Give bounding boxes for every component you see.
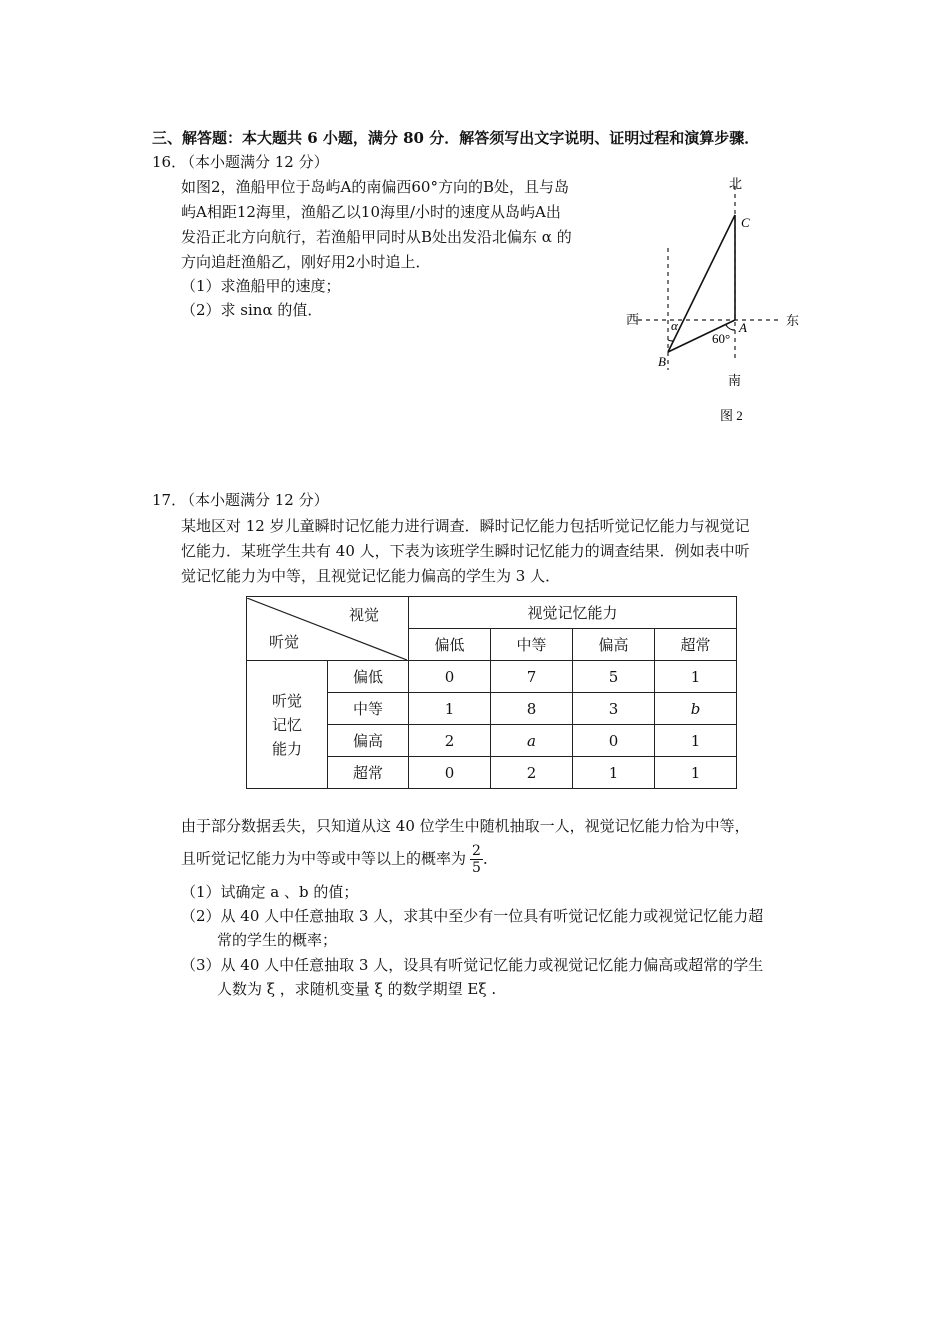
fraction-denominator: 5 xyxy=(472,860,481,876)
table-cell: b xyxy=(655,693,737,725)
visual-group-header: 视觉记忆能力 xyxy=(409,597,737,629)
section-header: 三、解答题：本大题共 6 小题，满分 80 分．解答须写出文字说明、证明过程和演算步骤． xyxy=(152,129,760,147)
q17-part-2b: 常的学生的概率； xyxy=(217,931,338,949)
fraction-period: ． xyxy=(482,849,498,868)
q17-intro-1: 某地区对 12 岁儿童瞬时记忆能力进行调查．瞬时记忆能力包括听觉记忆能力与视觉记 xyxy=(181,517,750,535)
q17-after-2: 且听觉记忆能力为中等或中等以上的概率为 xyxy=(181,849,467,868)
diag-auditory-label: 听觉 xyxy=(269,632,300,651)
table-cell: 0 xyxy=(409,757,491,789)
label-b: B xyxy=(658,354,666,369)
table-cell: 1 xyxy=(573,757,655,789)
auditory-group-line: 记忆 xyxy=(271,715,302,734)
q16-line-3: 发沿正北方向航行，若渔船甲同时从B处出发沿北偏东 α 的 xyxy=(181,228,572,246)
table-cell: 1 xyxy=(655,661,737,693)
q17-intro-3: 觉记忆能力为中等，且视觉记忆能力偏高的学生为 3 人． xyxy=(181,567,561,585)
table-cell: 0 xyxy=(409,661,491,693)
table-cell: 2 xyxy=(409,725,491,757)
q17-after-2-wrap xyxy=(181,843,498,876)
table-cell: 8 xyxy=(491,693,573,725)
q16-part-1: （1）求渔船甲的速度； xyxy=(181,277,341,295)
label-60: 60° xyxy=(712,331,731,346)
table-cell: 0 xyxy=(573,725,655,757)
auditory-group-header xyxy=(247,661,328,789)
col-header: 偏高 xyxy=(573,629,655,661)
table-cell: 3 xyxy=(573,693,655,725)
diag-visual-label: 视觉 xyxy=(348,605,379,624)
table-cell: a xyxy=(491,725,573,757)
col-header: 中等 xyxy=(491,629,573,661)
table-header-row xyxy=(247,597,737,629)
auditory-group-line: 听觉 xyxy=(271,691,302,710)
row-label: 偏低 xyxy=(328,661,409,693)
table-cell: 1 xyxy=(655,757,737,789)
table-cell: 7 xyxy=(491,661,573,693)
label-c: C xyxy=(741,215,750,230)
figure-2-diagram xyxy=(610,170,810,430)
alpha-arc xyxy=(668,340,673,341)
memory-survey-table xyxy=(246,596,737,789)
probability-fraction xyxy=(470,843,483,876)
label-west: 西 xyxy=(626,312,640,327)
q17-score-note: （本小题满分 12 分） xyxy=(180,491,329,509)
figure-caption: 图 2 xyxy=(720,408,743,423)
label-east: 东 xyxy=(786,313,800,328)
q16-part-2: （2）求 sinα 的值． xyxy=(181,301,323,319)
q16-line-4: 方向追赶渔船乙，刚好用2小时追上． xyxy=(181,253,431,271)
row-label: 中等 xyxy=(328,693,409,725)
label-alpha: α xyxy=(671,318,678,333)
table-cell: 1 xyxy=(655,725,737,757)
fraction-numerator: 2 xyxy=(472,843,481,859)
q17-part-3a: （3）从 40 人中任意抽取 3 人，设具有听觉记忆能力或视觉记忆能力偏高或超常的学生 xyxy=(181,956,764,974)
q17-intro-2: 忆能力．某班学生共有 40 人，下表为该班学生瞬时记忆能力的调查结果．例如表中听 xyxy=(181,542,750,560)
label-north: 北 xyxy=(729,176,743,191)
table-row xyxy=(247,661,737,693)
q17-number: 17． xyxy=(152,491,187,509)
q17-part-1: （1）试确定 a 、b 的值； xyxy=(181,883,359,901)
row-label: 偏高 xyxy=(328,725,409,757)
diagonal-header-cell xyxy=(247,597,409,661)
q17-part-2a: （2）从 40 人中任意抽取 3 人，求其中至少有一位具有听觉记忆能力或视觉记忆能力超 xyxy=(181,907,764,925)
row-label: 超常 xyxy=(328,757,409,789)
q16-line-1: 如图2，渔船甲位于岛屿A的南偏西60°方向的B处，且与岛 xyxy=(181,178,569,196)
q16-score-note: （本小题满分 12 分） xyxy=(180,153,329,171)
sixty-arc xyxy=(726,325,735,330)
table-cell: 1 xyxy=(409,693,491,725)
label-south: 南 xyxy=(728,373,742,388)
table-cell: 2 xyxy=(491,757,573,789)
q17-after-1: 由于部分数据丢失，只知道从这 40 位学生中随机抽取一人，视觉记忆能力恰为中等， xyxy=(181,817,750,835)
q16-number: 16． xyxy=(152,153,187,171)
q17-part-3b: 人数为 ξ ，求随机变量 ξ 的数学期望 Eξ . xyxy=(217,980,497,998)
q16-line-2: 屿A相距12海里，渔船乙以10海里/小时的速度从岛屿A出 xyxy=(181,203,561,221)
col-header: 偏低 xyxy=(409,629,491,661)
auditory-group-line: 能力 xyxy=(271,739,302,758)
table-cell: 5 xyxy=(573,661,655,693)
label-a: A xyxy=(739,320,747,335)
col-header: 超常 xyxy=(655,629,737,661)
